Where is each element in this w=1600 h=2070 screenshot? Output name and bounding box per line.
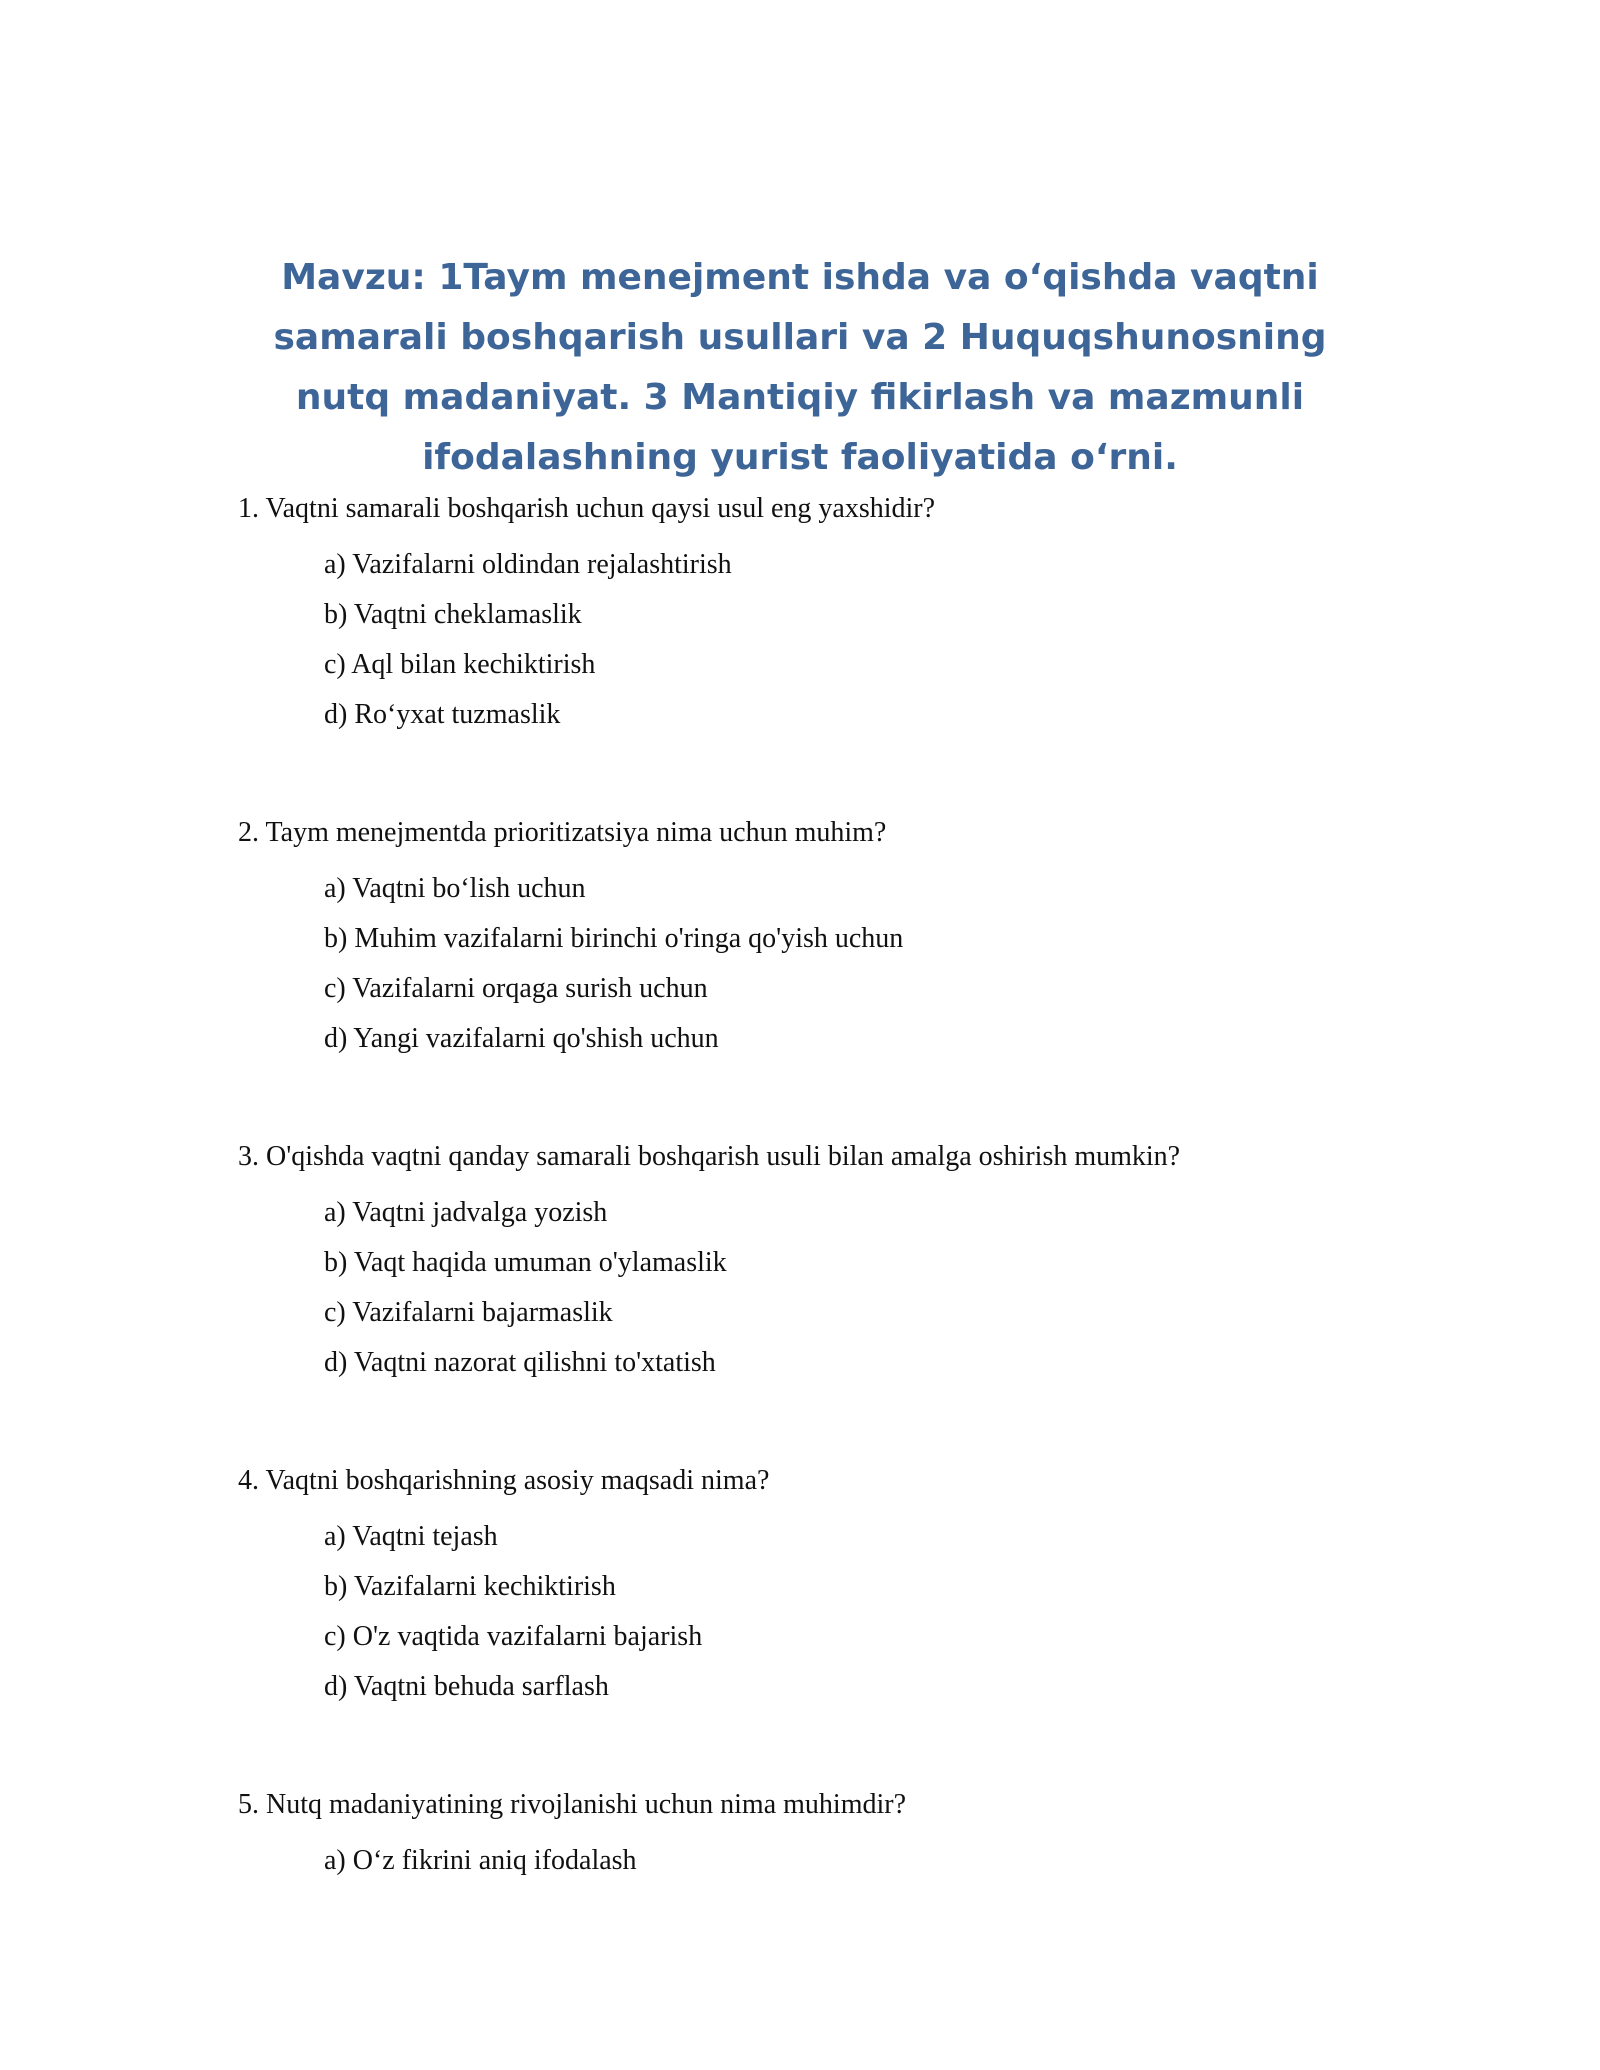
answer-option-b: b) Vaqtni cheklamaslik — [324, 599, 582, 630]
answer-option-a: a) Vaqtni bo‘lish uchun — [324, 873, 586, 904]
answer-options — [238, 864, 1438, 1064]
answer-option-d: d) Vaqtni behuda sarflash — [324, 1671, 609, 1702]
answer-option-a: a) Vaqtni tejash — [324, 1521, 498, 1552]
document-title: Mavzu: 1Taym menejment ishda va o‘qishda vaqtni samarali boshqarish usullari va 2 Huquqshunosning nutq madaniyat. 3 Mantiqiy fikirlash va mazmunli ifodalashning yurist faoliyatida o‘rni. — [273, 257, 1327, 478]
answer-option-a: a) Vazifalarni oldindan rejalashtirish — [324, 549, 732, 580]
question-block-4 — [238, 1456, 1438, 1780]
question-text: 5. Nutq madaniyatining rivojlanishi uchun nima muhimdir? — [238, 1789, 907, 1820]
answer-options — [238, 1512, 1438, 1712]
question-block-2 — [238, 808, 1438, 1132]
answer-option-c: c) Aql bilan kechiktirish — [324, 649, 596, 680]
answer-option-c: c) Vazifalarni bajarmaslik — [324, 1297, 613, 1328]
question-block-3 — [238, 1132, 1438, 1456]
answer-option-d: d) Ro‘yxat tuzmaslik — [324, 699, 561, 730]
answer-options — [238, 1836, 1438, 1886]
answer-option-b: b) Muhim vazifalarni birinchi o'ringa qo'yish uchun — [324, 923, 904, 954]
question-text: 4. Vaqtni boshqarishning asosiy maqsadi nima? — [238, 1465, 770, 1496]
answer-option-c: c) O'z vaqtida vazifalarni bajarish — [324, 1621, 703, 1652]
answer-option-b: b) Vaqt haqida umuman o'ylamaslik — [324, 1247, 727, 1278]
answer-option-a: a) Vaqtni jadvalga yozish — [324, 1197, 608, 1228]
question-text: 3. O'qishda vaqtni qanday samarali boshqarish usuli bilan amalga oshirish mumkin? — [238, 1141, 1181, 1172]
answer-option-c: c) Vazifalarni orqaga surish uchun — [324, 973, 708, 1004]
question-text: 1. Vaqtni samarali boshqarish uchun qaysi usul eng yaxshidir? — [238, 493, 936, 524]
answer-option-b: b) Vazifalarni kechiktirish — [324, 1571, 616, 1602]
question-block-1 — [238, 484, 1438, 808]
answer-option-d: d) Vaqtni nazorat qilishni to'xtatish — [324, 1347, 716, 1378]
answer-option-a: a) O‘z fikrini aniq ifodalash — [324, 1845, 637, 1876]
answer-option-d: d) Yangi vazifalarni qo'shish uchun — [324, 1023, 719, 1054]
answer-options — [238, 540, 1438, 740]
answer-options — [238, 1188, 1438, 1388]
question-list — [238, 484, 1438, 1886]
question-text: 2. Taym menejmentda prioritizatsiya nima uchun muhim? — [238, 817, 887, 848]
question-block-5 — [238, 1780, 1438, 1886]
